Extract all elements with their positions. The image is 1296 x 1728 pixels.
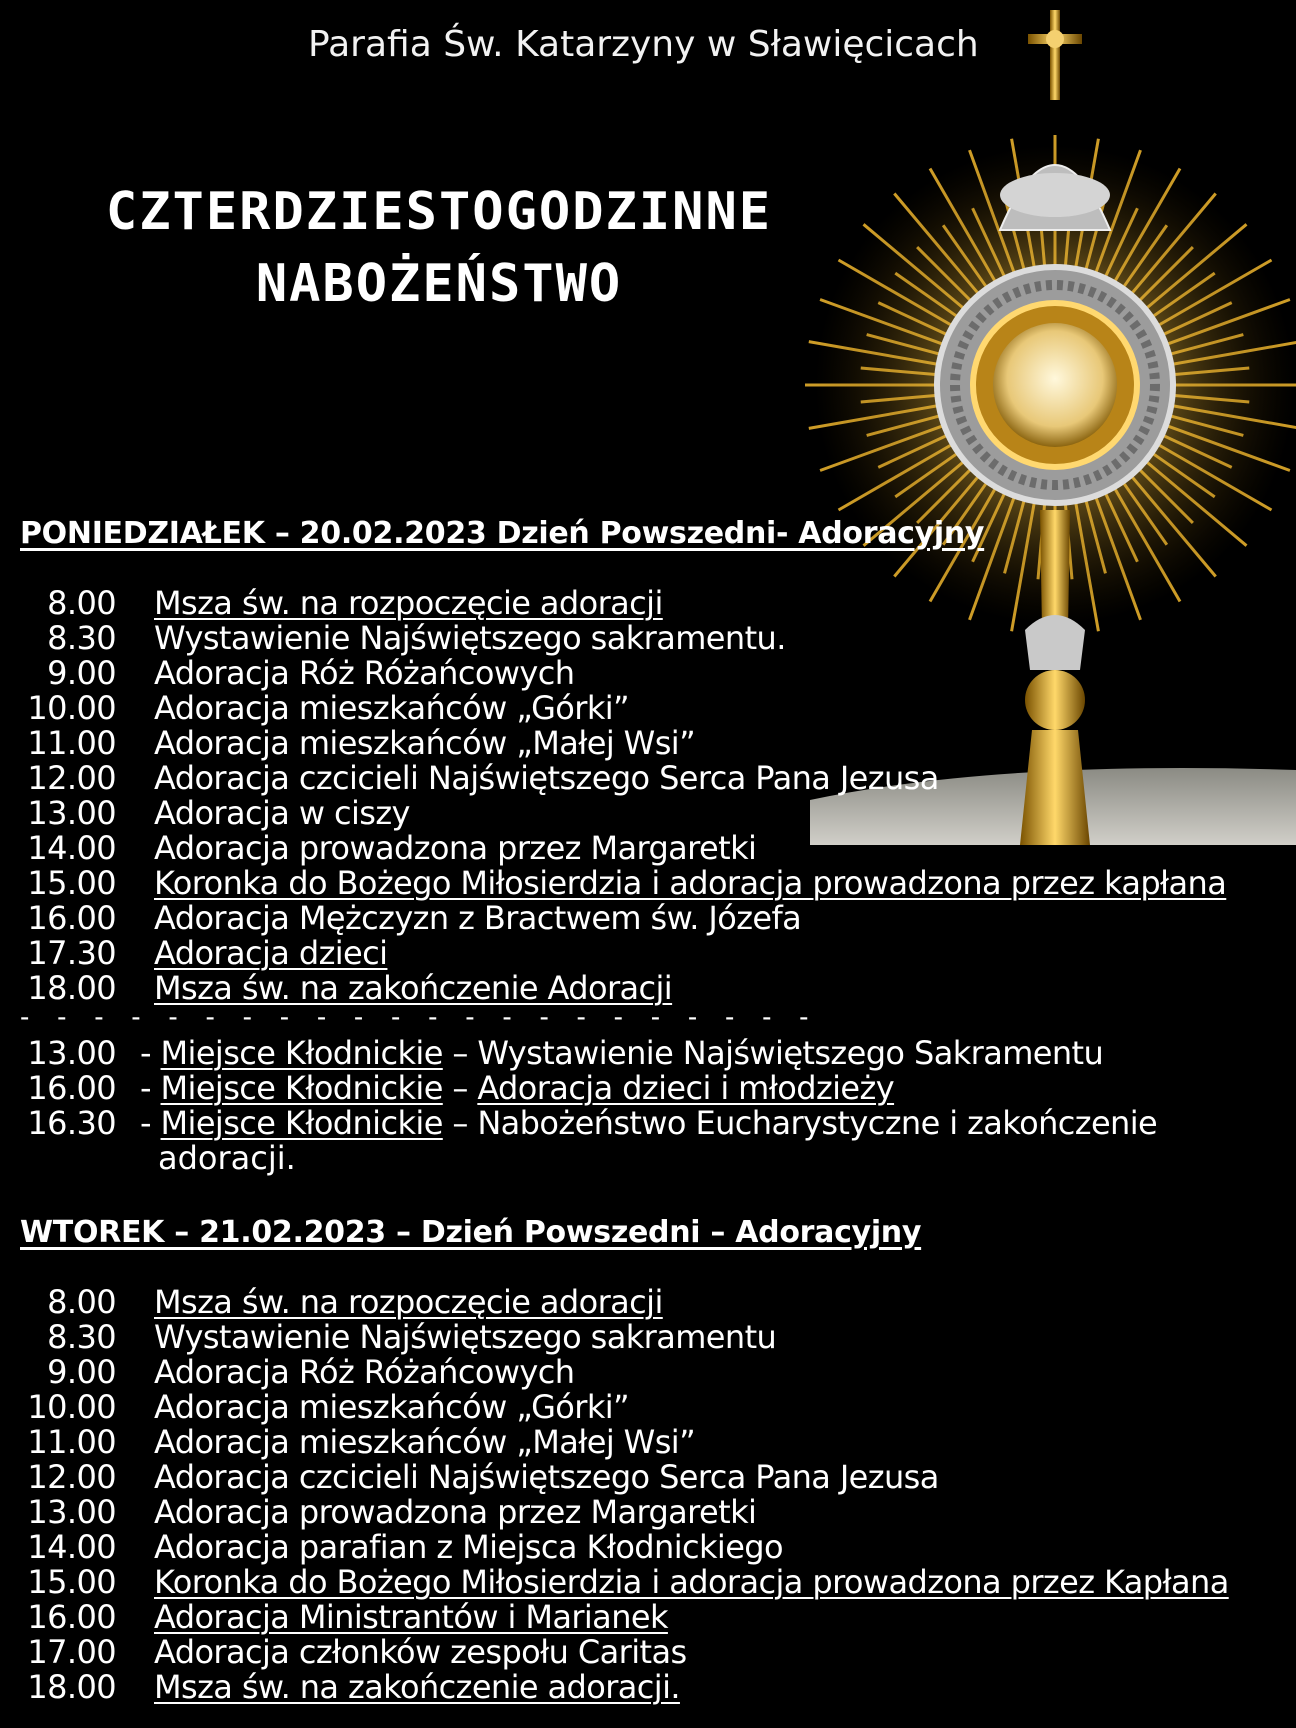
event-text: Adoracja mieszkańców „Małej Wsi”: [154, 724, 696, 762]
event-text: Adoracja czcicieli Najświętszego Serca Pana Jezusa: [154, 759, 939, 797]
schedule-row: [20, 901, 1290, 936]
event-text: Adoracja mieszkańców „Małej Wsi”: [154, 1423, 696, 1461]
time: 17.30: [27, 934, 116, 972]
time: 17.00: [27, 1633, 116, 1671]
time: 15.00: [27, 864, 116, 902]
time: 14.00: [27, 829, 116, 867]
event-text: Adoracja dzieci: [154, 934, 388, 972]
event-text: Adoracja mieszkańców „Górki”: [154, 689, 630, 727]
event-text: Adoracja Róż Różańcowych: [154, 1353, 575, 1391]
schedule-row: [20, 656, 1290, 691]
schedule-row: [20, 691, 1290, 726]
time: 18.00: [27, 1668, 116, 1706]
time: 9.00: [47, 1353, 116, 1391]
site-event: - Miejsce Kłodnickie – Nabożeństwo Eucharystyczne i zakończenie: [140, 1104, 1158, 1142]
schedule-row: [20, 1355, 1290, 1390]
event-text: Adoracja Róż Różańcowych: [154, 654, 575, 692]
title-line-2: NABOŻEŃSTWO: [255, 254, 623, 314]
time: 13.00: [27, 1034, 116, 1072]
site-continuation: adoracji.: [158, 1139, 296, 1177]
event-text: Wystawienie Najświętszego sakramentu.: [154, 619, 786, 657]
schedule-row: [20, 621, 1290, 656]
time: 11.00: [27, 724, 116, 762]
site-event-text: Nabożeństwo Eucharystyczne i zakończenie: [477, 1104, 1158, 1142]
schedule-row: [20, 761, 1290, 796]
schedule-row: [20, 586, 1290, 621]
time: 18.00: [27, 969, 116, 1007]
time: 16.00: [27, 1069, 116, 1107]
time: 13.00: [27, 794, 116, 832]
schedule-row: [20, 1600, 1290, 1635]
time: 13.00: [27, 1493, 116, 1531]
event-text: Msza św. na zakończenie Adoracji: [154, 969, 673, 1007]
schedule-row: [20, 796, 1290, 831]
time: 15.00: [27, 1563, 116, 1601]
time: 16.00: [27, 1598, 116, 1636]
site-row: [20, 1106, 1290, 1141]
time: 16.30: [27, 1104, 116, 1142]
schedule-row: [20, 1565, 1290, 1600]
site-event-text: Wystawienie Najświętszego Sakramentu: [477, 1034, 1104, 1072]
event-text: Adoracja Mężczyzn z Bractwem św. Józefa: [154, 899, 802, 937]
time: 12.00: [27, 1458, 116, 1496]
event-text: Koronka do Bożego Miłosierdzia i adoracja prowadzona przez kapłana: [154, 864, 1227, 902]
event-text: Msza św. na rozpoczęcie adoracji: [154, 1283, 663, 1321]
parish-name: Parafia Św. Katarzyny w Sławięcicach: [308, 24, 979, 65]
page-title: [24, 176, 854, 320]
time: 8.00: [47, 1283, 116, 1321]
schedule-row: [20, 1670, 1290, 1705]
place-name: Miejsce Kłodnickie: [160, 1104, 443, 1142]
time: 10.00: [27, 1388, 116, 1426]
schedule-row: [20, 1495, 1290, 1530]
event-text: Msza św. na zakończenie adoracji.: [154, 1668, 680, 1706]
event-text: Adoracja w ciszy: [154, 794, 410, 832]
schedule-row: [20, 1390, 1290, 1425]
event-text: Wystawienie Najświętszego sakramentu: [154, 1318, 777, 1356]
monday-heading: PONIEDZIAŁEK – 20.02.2023 Dzień Powszedni- Adoracyjny: [20, 516, 985, 551]
schedule-row: [20, 1530, 1290, 1565]
schedule-row: [20, 936, 1290, 971]
event-text: Msza św. na rozpoczęcie adoracji: [154, 584, 663, 622]
site-row: [20, 1071, 1290, 1106]
time: 8.30: [47, 1318, 116, 1356]
time: 8.00: [47, 584, 116, 622]
time: 14.00: [27, 1528, 116, 1566]
event-text: Koronka do Bożego Miłosierdzia i adoracja prowadzona przez Kapłana: [154, 1563, 1229, 1601]
event-text: Adoracja członków zespołu Caritas: [154, 1633, 687, 1671]
event-text: Adoracja parafian z Miejsca Kłodnickiego: [154, 1528, 783, 1566]
site-row: [20, 1036, 1290, 1071]
time: 10.00: [27, 689, 116, 727]
separator-dashes: - - - - - - - - - - - - - - - - - - - - - -: [20, 1001, 819, 1032]
site-event: - Miejsce Kłodnickie – Adoracja dzieci i młodzieży: [140, 1069, 895, 1107]
event-text: Adoracja prowadzona przez Margaretki: [154, 1493, 757, 1531]
time: 12.00: [27, 759, 116, 797]
title-line-1: CZTERDZIESTOGODZINNE: [105, 182, 773, 242]
event-text: Adoracja Ministrantów i Marianek: [154, 1598, 668, 1636]
tuesday-heading: WTOREK – 21.02.2023 – Dzień Powszedni – Adoracyjny: [20, 1215, 922, 1250]
time: 16.00: [27, 899, 116, 937]
schedule-row: [20, 1635, 1290, 1670]
schedule-row: [20, 1425, 1290, 1460]
tuesday-schedule: [20, 1285, 1290, 1705]
time: 8.30: [47, 619, 116, 657]
event-text: Adoracja czcicieli Najświętszego Serca Pana Jezusa: [154, 1458, 939, 1496]
schedule-row: [20, 1320, 1290, 1355]
event-text: Adoracja mieszkańców „Górki”: [154, 1388, 630, 1426]
time: 9.00: [47, 654, 116, 692]
time: 11.00: [27, 1423, 116, 1461]
site-event: - Miejsce Kłodnickie – Wystawienie Najświętszego Sakramentu: [140, 1034, 1104, 1072]
site-event-text: Adoracja dzieci i młodzieży: [477, 1069, 895, 1107]
monday-schedule: [20, 586, 1290, 1176]
place-name: Miejsce Kłodnickie: [160, 1034, 443, 1072]
schedule-row: [20, 726, 1290, 761]
schedule-row: [20, 1460, 1290, 1495]
schedule-row: [20, 831, 1290, 866]
place-name: Miejsce Kłodnickie: [160, 1069, 443, 1107]
event-text: Adoracja prowadzona przez Margaretki: [154, 829, 757, 867]
schedule-row: [20, 1285, 1290, 1320]
schedule-row: [20, 866, 1290, 901]
